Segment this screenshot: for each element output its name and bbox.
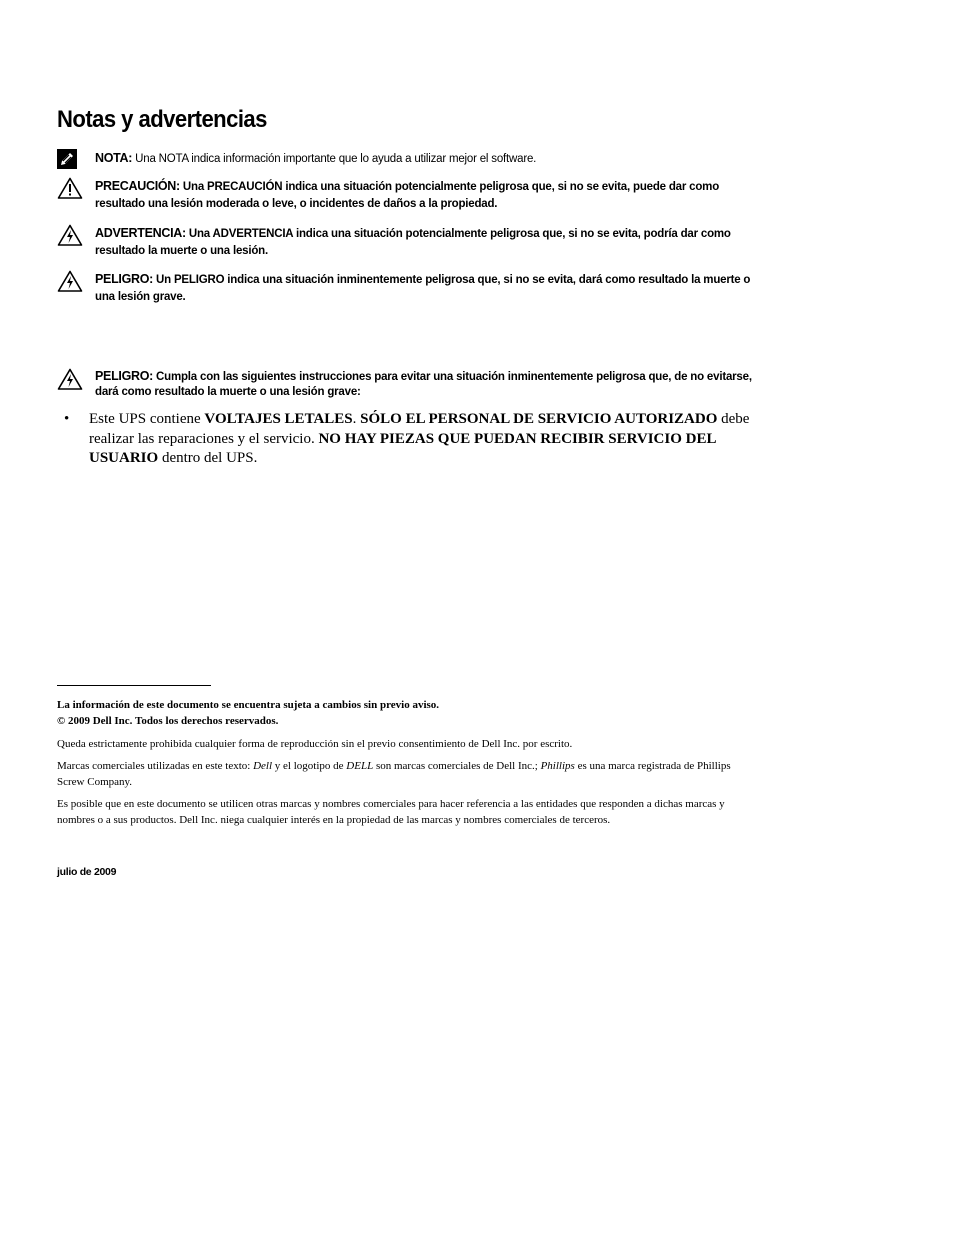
other-marks-text: Es posible que en este documento se utilicen otras marcas y nombres comerciales para hacer referencia a las entidades que responden a dichas marcas y nombres o a sus productos. Dell Inc. niega cualquier interés en la propiedad de las marcas y nombres comerciales de terceros. bbox=[57, 798, 725, 826]
bullet-emphasis: VOLTAJES LETALES bbox=[204, 411, 353, 427]
other-marks-notice bbox=[57, 796, 747, 828]
notice-text: Una NOTA indica información importante que lo ayuda a utilizar mejor el software. bbox=[135, 153, 537, 165]
danger-triangle-icon bbox=[57, 368, 81, 390]
notice-text: Un PELIGRO indica una situación inminentemente peligrosa que, si no se evita, dará como resultado la muerte o una lesión grave. bbox=[95, 274, 751, 303]
trademark-text: es una marca registrada de Phillips Screw Company. bbox=[57, 760, 731, 788]
safety-bullet-list bbox=[64, 410, 764, 469]
copyright-line: © 2009 Dell Inc. Todos los derechos reservados. bbox=[57, 715, 279, 727]
warning-triangle-icon bbox=[57, 224, 81, 246]
bullet-text: Este UPS contiene bbox=[89, 411, 205, 427]
list-item bbox=[64, 410, 764, 469]
trademark-text: Marcas comerciales utilizadas en este texto: bbox=[57, 760, 254, 772]
bullet-text: . bbox=[352, 411, 361, 427]
footer-divider bbox=[57, 685, 211, 686]
notice-label: ADVERTENCIA: bbox=[95, 226, 186, 240]
trademark-text: y el logotipo de bbox=[272, 760, 347, 772]
bullet-emphasis: SÓLO EL PERSONAL DE SERVICIO AUTORIZADO bbox=[360, 411, 718, 427]
bullet-text: dentro del UPS. bbox=[158, 450, 258, 466]
notice-text: Cumpla con las siguientes instrucciones para evitar una situación inminentemente peligrosa que, de no evitarse, dará como resultado la muerte o una lesión grave: bbox=[95, 371, 752, 398]
bullet-emphasis: NO HAY PIEZAS QUE PUEDAN RECIBIR SERVICIO DEL USUARIO bbox=[89, 430, 716, 466]
info-block bbox=[57, 697, 747, 729]
reproduction-notice bbox=[57, 736, 747, 752]
info-line: La información de este documento se encuentra sujeta a cambios sin previo aviso. bbox=[57, 699, 440, 711]
trademark-text: son marcas comerciales de Dell Inc.; bbox=[373, 760, 541, 772]
pencil-note-icon bbox=[57, 149, 81, 171]
bullet-icon: • bbox=[64, 411, 70, 427]
notice-text: Una ADVERTENCIA indica una situación potencialmente peligrosa que, si no se evita, podría dar como resultado la muerte o una lesión. bbox=[95, 228, 731, 257]
dell-trademark: Dell bbox=[253, 760, 273, 772]
notice-label: PELIGRO: bbox=[95, 369, 154, 383]
notice-text: Una PRECAUCIÓN indica una situación potencialmente peligrosa que, si no se evita, puede dar como resultado una lesión moderada o leve, o incidentes de daños a la propiedad. bbox=[95, 181, 720, 210]
caution-triangle-icon bbox=[57, 177, 81, 199]
trademarks-notice bbox=[57, 758, 747, 790]
bullet-text: debe realizar las reparaciones y el servicio. bbox=[89, 411, 750, 447]
reproduction-text: Queda estrictamente prohibida cualquier forma de reproducción sin el previo consentimiento de Dell Inc. por escrito. bbox=[57, 738, 573, 750]
notice-label: PELIGRO: bbox=[95, 272, 154, 286]
notice-label: NOTA: bbox=[95, 151, 133, 165]
phillips-trademark: Phillips bbox=[540, 760, 575, 772]
notice-label: PRECAUCIÓN: bbox=[95, 179, 180, 193]
dell-logo-trademark: DELL bbox=[346, 760, 374, 772]
publication-date: julio de 2009 bbox=[57, 866, 117, 878]
page-title: Notas y advertencias bbox=[57, 106, 267, 133]
danger-triangle-icon bbox=[57, 270, 81, 292]
